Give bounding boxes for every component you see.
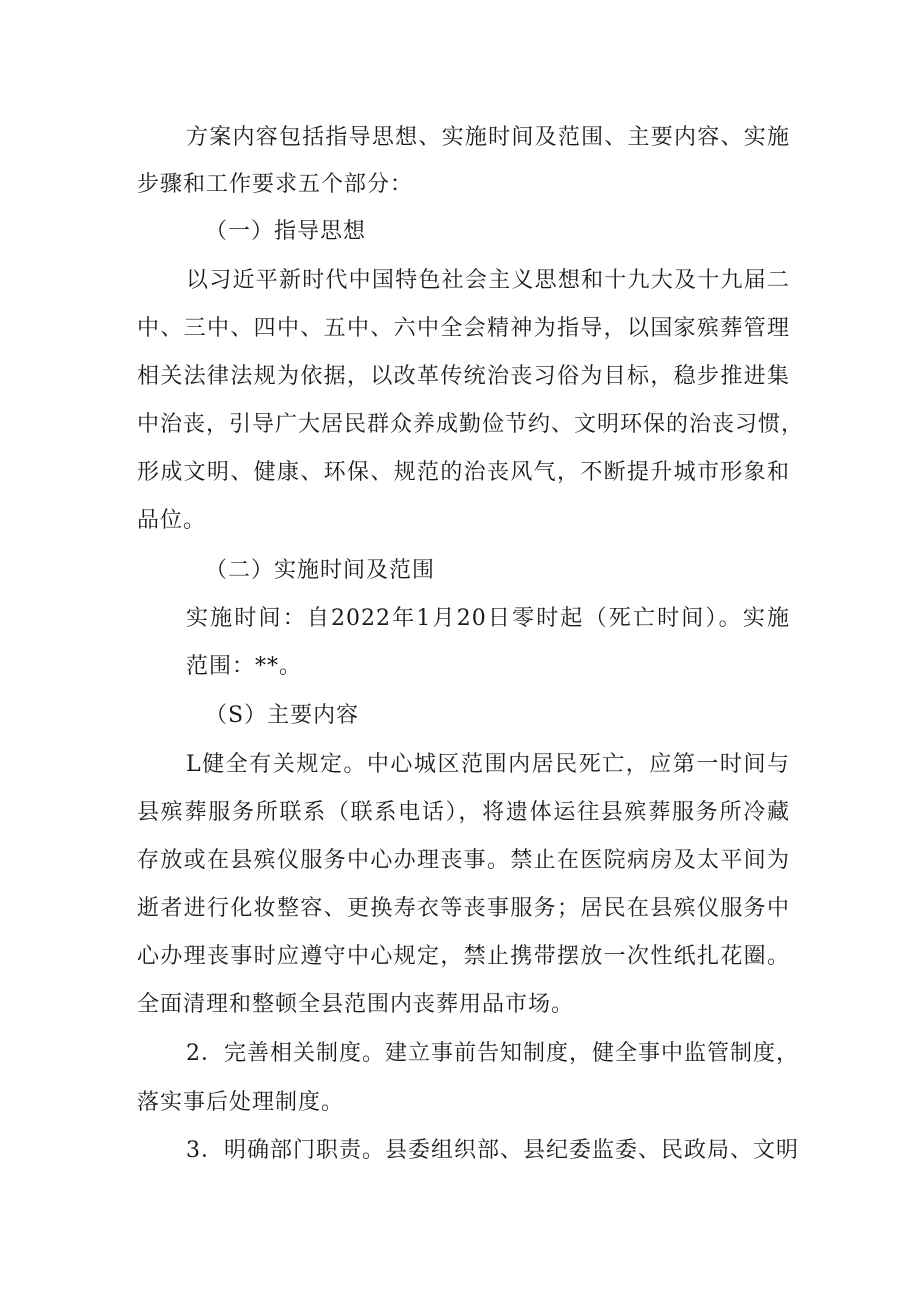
section-3-item-1-line: L健全有关规定。中心城区范围内居民死亡，应第一时间与 <box>186 752 790 777</box>
intro-line-2: 步骤和工作要求五个部分： <box>137 172 414 197</box>
section-3-heading: （S）主要内容 <box>205 703 360 728</box>
section-1-line: 中治丧，引导广大居民群众养成勤俭节约、文明环保的治丧习惯， <box>137 412 805 437</box>
section-2-line: 范围：**。 <box>186 654 303 679</box>
intro-line-1: 方案内容包括指导思想、实施时间及范围、主要内容、实施 <box>186 125 790 150</box>
section-2-line: 实施时间：自2022年1月20日零时起（死亡时间）。实施 <box>186 606 790 631</box>
section-3-item-3-line: 3．明确部门职责。县委组织部、县纪委监委、民政局、文明 <box>186 1138 799 1163</box>
section-1-line: 形成文明、健康、环保、规范的治丧风气，不断提升城市形象和 <box>137 460 790 485</box>
section-3-item-1-line: 心办理丧事时应遵守中心规定，禁止携带摆放一次性纸扎花圈。 <box>137 944 790 969</box>
section-2-heading: （二）实施时间及范围 <box>205 558 436 583</box>
section-3-item-1-line: 逝者进行化妆整容、更换寿衣等丧事服务；居民在县殡仪服务中 <box>137 896 790 921</box>
section-1-line: 相关法律法规为依据，以改革传统治丧习俗为目标，稳步推进集 <box>137 364 790 389</box>
section-3-item-2-line: 2．完善相关制度。建立事前告知制度，健全事中监管制度， <box>186 1041 799 1066</box>
section-3-item-1-line: 存放或在县殡仪服务中心办理丧事。禁止在医院病房及太平间为 <box>137 848 790 873</box>
section-1-line: 中、三中、四中、五中、六中全会精神为指导，以国家殡葬管理 <box>137 316 790 341</box>
section-3-item-2-line: 落实事后处理制度。 <box>137 1090 345 1115</box>
section-1-line: 品位。 <box>137 508 207 533</box>
section-1-line: 以习近平新时代中国特色社会主义思想和十九大及十九届二 <box>186 268 790 293</box>
section-3-item-1-line: 县殡葬服务所联系（联系电话），将遗体运往县殡葬服务所冷藏 <box>137 800 790 825</box>
section-1-heading: （一）指导思想 <box>205 219 367 244</box>
section-3-item-1-line: 全面清理和整顿全县范围内丧葬用品市场。 <box>137 992 575 1017</box>
